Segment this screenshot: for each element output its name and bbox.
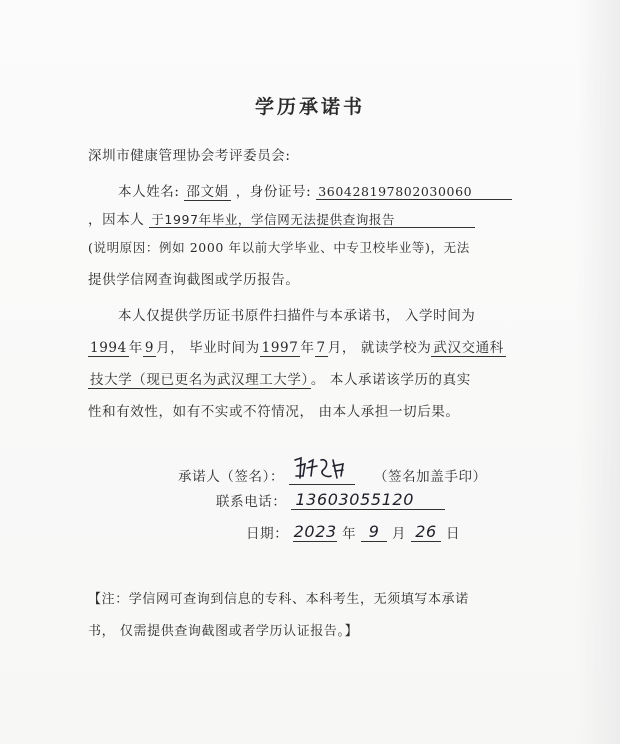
date-month: 9	[361, 522, 387, 542]
year-unit-3: 年	[342, 526, 357, 542]
id-value: 360428197802030060	[316, 184, 512, 200]
grad-year: 1997	[261, 340, 299, 356]
reason-value: 于1997年毕业，学信网无法提供查询报告	[149, 212, 475, 228]
para2-line3-rest: 。 本人承诺该学历的真实	[310, 372, 471, 388]
grad-month: 7	[316, 340, 326, 356]
school-text: 月， 就读学校为	[327, 340, 432, 356]
enroll-year: 1994	[90, 340, 127, 356]
handwritten-signature	[289, 460, 355, 485]
date-line	[246, 522, 460, 542]
signature-label: 承诺人（签名）：	[178, 469, 285, 485]
school-name-a: 武汉交通科	[433, 340, 504, 356]
year-unit-2: 年	[300, 340, 315, 356]
school-name-b: 技大学（现已更名为武汉理工大学）	[90, 372, 309, 388]
reason-prefix: ，因本人	[88, 212, 145, 228]
explain-line: (说明原因：例如 2000 年以前大学毕业、中专卫校毕业等)，无法	[88, 240, 470, 255]
footnote-line2: 书， 仅需提供查询截图或者学历认证报告。】	[88, 624, 359, 639]
para2-line4: 性和有效性，如有不实或不符情况， 由本人承担一切后果。	[88, 404, 460, 420]
para2-line1: 本人仅提供学历证书原件扫描件与本承诺书， 入学时间为	[118, 308, 476, 324]
phone-line	[216, 490, 445, 510]
footnote-line1: 【注：学信网可查询到信息的专科、本科考生，无须填写本承诺	[88, 592, 469, 607]
signature-note: （签名加盖手印）	[373, 469, 487, 485]
day-unit: 日	[445, 526, 461, 542]
date-label: 日期：	[246, 526, 289, 542]
month-text: 月， 毕业时间为	[156, 340, 260, 356]
salutation: 深圳市健康管理协会考评委员会:	[88, 148, 291, 164]
phone-label: 联系电话：	[216, 494, 287, 510]
name-label: 本人姓名:	[118, 184, 180, 200]
explain-line-2: 提供学信网查询截图或学历报告。	[88, 272, 300, 288]
enroll-month: 9	[144, 340, 155, 356]
month-unit-3: 月	[392, 526, 407, 542]
para2-line2	[88, 336, 506, 356]
reason-line	[88, 208, 475, 228]
id-label: ，身份证号:	[235, 184, 312, 200]
phone-value: 13603055120	[291, 490, 445, 510]
name-value: 邵文娟	[186, 184, 229, 200]
date-year: 2023	[293, 522, 337, 541]
name-id-line	[118, 180, 512, 200]
signature-line	[178, 460, 487, 485]
document-title: 学历承诺书	[254, 96, 365, 118]
date-day: 26	[411, 522, 441, 542]
year-unit: 年	[128, 340, 143, 356]
para2-line3	[88, 368, 471, 388]
